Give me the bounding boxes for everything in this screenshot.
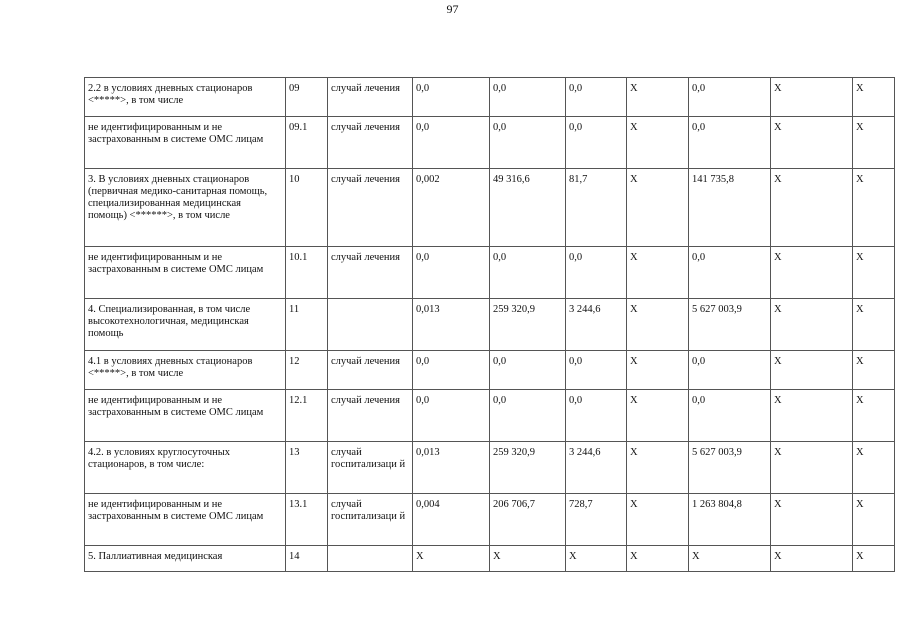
row-value-cell-3: 3 244,6 — [566, 442, 627, 494]
data-table — [84, 77, 895, 572]
row-code-cell: 13 — [286, 442, 328, 494]
row-value-cell-6: Х — [771, 546, 853, 572]
row-unit-cell: случай лечения — [328, 351, 413, 390]
row-code-cell: 10 — [286, 169, 328, 247]
row-value-cell-4: Х — [627, 351, 689, 390]
row-value-cell-4: Х — [627, 494, 689, 546]
row-value-cell-3: 3 244,6 — [566, 299, 627, 351]
row-value-cell-4: Х — [627, 546, 689, 572]
row-value-cell-1: 0,0 — [413, 390, 490, 442]
row-value-cell-6: Х — [771, 117, 853, 169]
row-value-cell-4: Х — [627, 390, 689, 442]
row-value-cell-4: Х — [627, 247, 689, 299]
row-value-cell-5: 5 627 003,9 — [689, 299, 771, 351]
row-value-cell-1: 0,0 — [413, 247, 490, 299]
row-value-cell-5: 0,0 — [689, 351, 771, 390]
row-unit-cell: случай госпитализаци й — [328, 494, 413, 546]
row-value-cell-6: Х — [771, 494, 853, 546]
row-unit-cell: случай лечения — [328, 247, 413, 299]
row-value-cell-4: Х — [627, 299, 689, 351]
row-value-cell-5: 1 263 804,8 — [689, 494, 771, 546]
row-value-cell-2: 0,0 — [490, 247, 566, 299]
row-name-cell: 4.2. в условиях круглосуточных стационаров, в том числе: — [85, 442, 286, 494]
row-unit-cell: случай лечения — [328, 390, 413, 442]
row-code-cell: 12.1 — [286, 390, 328, 442]
page-number: 97 — [446, 2, 459, 16]
row-value-cell-5: 0,0 — [689, 78, 771, 117]
row-value-cell-6: Х — [771, 390, 853, 442]
row-value-cell-5: 141 735,8 — [689, 169, 771, 247]
row-value-cell-3: 0,0 — [566, 351, 627, 390]
row-value-cell-1: 0,002 — [413, 169, 490, 247]
row-value-cell-1: 0,013 — [413, 299, 490, 351]
table-body — [85, 78, 895, 572]
row-unit-cell: случай лечения — [328, 117, 413, 169]
row-name-cell: 4. Специализированная, в том числе высокотехнологичная, медицинская помощь — [85, 299, 286, 351]
row-value-cell-1: 0,0 — [413, 117, 490, 169]
row-value-cell-2: Х — [490, 546, 566, 572]
row-unit-cell: случай лечения — [328, 169, 413, 247]
row-name-cell: не идентифицированным и не застрахованным в системе ОМС лицам — [85, 494, 286, 546]
row-unit-cell — [328, 546, 413, 572]
row-value-cell-6: Х — [771, 78, 853, 117]
row-value-cell-7: Х — [853, 546, 895, 572]
row-value-cell-3: 0,0 — [566, 117, 627, 169]
row-code-cell: 10.1 — [286, 247, 328, 299]
row-value-cell-3: 0,0 — [566, 390, 627, 442]
row-value-cell-4: Х — [627, 117, 689, 169]
row-name-cell: 3. В условиях дневных стационаров (первичная медико-санитарная помощь, специализированная медицинская помощь) <******>, в том числе — [85, 169, 286, 247]
row-value-cell-5: Х — [689, 546, 771, 572]
row-value-cell-7: Х — [853, 351, 895, 390]
table-row — [85, 247, 895, 299]
row-value-cell-6: Х — [771, 442, 853, 494]
row-code-cell: 09 — [286, 78, 328, 117]
row-value-cell-6: Х — [771, 247, 853, 299]
table-row — [85, 169, 895, 247]
row-value-cell-4: Х — [627, 78, 689, 117]
row-name-cell: 2.2 в условиях дневных стационаров <*****>, в том числе — [85, 78, 286, 117]
row-name-cell: 4.1 в условиях дневных стационаров <*****>, в том числе — [85, 351, 286, 390]
row-value-cell-3: Х — [566, 546, 627, 572]
row-name-cell: не идентифицированным и не застрахованным в системе ОМС лицам — [85, 390, 286, 442]
row-value-cell-2: 206 706,7 — [490, 494, 566, 546]
row-value-cell-7: Х — [853, 299, 895, 351]
row-code-cell: 09.1 — [286, 117, 328, 169]
row-value-cell-2: 0,0 — [490, 78, 566, 117]
row-value-cell-5: 5 627 003,9 — [689, 442, 771, 494]
table-row — [85, 117, 895, 169]
table-row — [85, 78, 895, 117]
row-unit-cell: случай госпитализаци й — [328, 442, 413, 494]
row-value-cell-1: 0,0 — [413, 351, 490, 390]
row-value-cell-2: 259 320,9 — [490, 442, 566, 494]
row-value-cell-6: Х — [771, 351, 853, 390]
row-unit-cell — [328, 299, 413, 351]
table-row — [85, 494, 895, 546]
row-value-cell-7: Х — [853, 442, 895, 494]
row-code-cell: 13.1 — [286, 494, 328, 546]
row-value-cell-6: Х — [771, 299, 853, 351]
row-value-cell-3: 81,7 — [566, 169, 627, 247]
row-value-cell-5: 0,0 — [689, 247, 771, 299]
row-name-cell: 5. Паллиативная медицинская — [85, 546, 286, 572]
row-code-cell: 11 — [286, 299, 328, 351]
row-value-cell-2: 49 316,6 — [490, 169, 566, 247]
row-value-cell-5: 0,0 — [689, 390, 771, 442]
row-name-cell: не идентифицированным и не застрахованным в системе ОМС лицам — [85, 117, 286, 169]
row-value-cell-3: 0,0 — [566, 247, 627, 299]
row-value-cell-6: Х — [771, 169, 853, 247]
row-value-cell-1: 0,0 — [413, 78, 490, 117]
row-value-cell-4: Х — [627, 169, 689, 247]
row-value-cell-7: Х — [853, 247, 895, 299]
row-value-cell-2: 259 320,9 — [490, 299, 566, 351]
row-value-cell-2: 0,0 — [490, 351, 566, 390]
table-row — [85, 299, 895, 351]
row-value-cell-2: 0,0 — [490, 117, 566, 169]
row-value-cell-5: 0,0 — [689, 117, 771, 169]
row-value-cell-3: 0,0 — [566, 78, 627, 117]
row-value-cell-3: 728,7 — [566, 494, 627, 546]
table-row — [85, 442, 895, 494]
row-name-cell: не идентифицированным и не застрахованным в системе ОМС лицам — [85, 247, 286, 299]
row-value-cell-7: Х — [853, 169, 895, 247]
table-row — [85, 351, 895, 390]
row-value-cell-7: Х — [853, 78, 895, 117]
row-value-cell-1: 0,013 — [413, 442, 490, 494]
table-row — [85, 390, 895, 442]
row-value-cell-7: Х — [853, 117, 895, 169]
row-value-cell-1: 0,004 — [413, 494, 490, 546]
row-value-cell-7: Х — [853, 390, 895, 442]
row-value-cell-7: Х — [853, 494, 895, 546]
row-code-cell: 14 — [286, 546, 328, 572]
row-value-cell-2: 0,0 — [490, 390, 566, 442]
table-row — [85, 546, 895, 572]
row-code-cell: 12 — [286, 351, 328, 390]
row-value-cell-1: Х — [413, 546, 490, 572]
row-value-cell-4: Х — [627, 442, 689, 494]
row-unit-cell: случай лечения — [328, 78, 413, 117]
